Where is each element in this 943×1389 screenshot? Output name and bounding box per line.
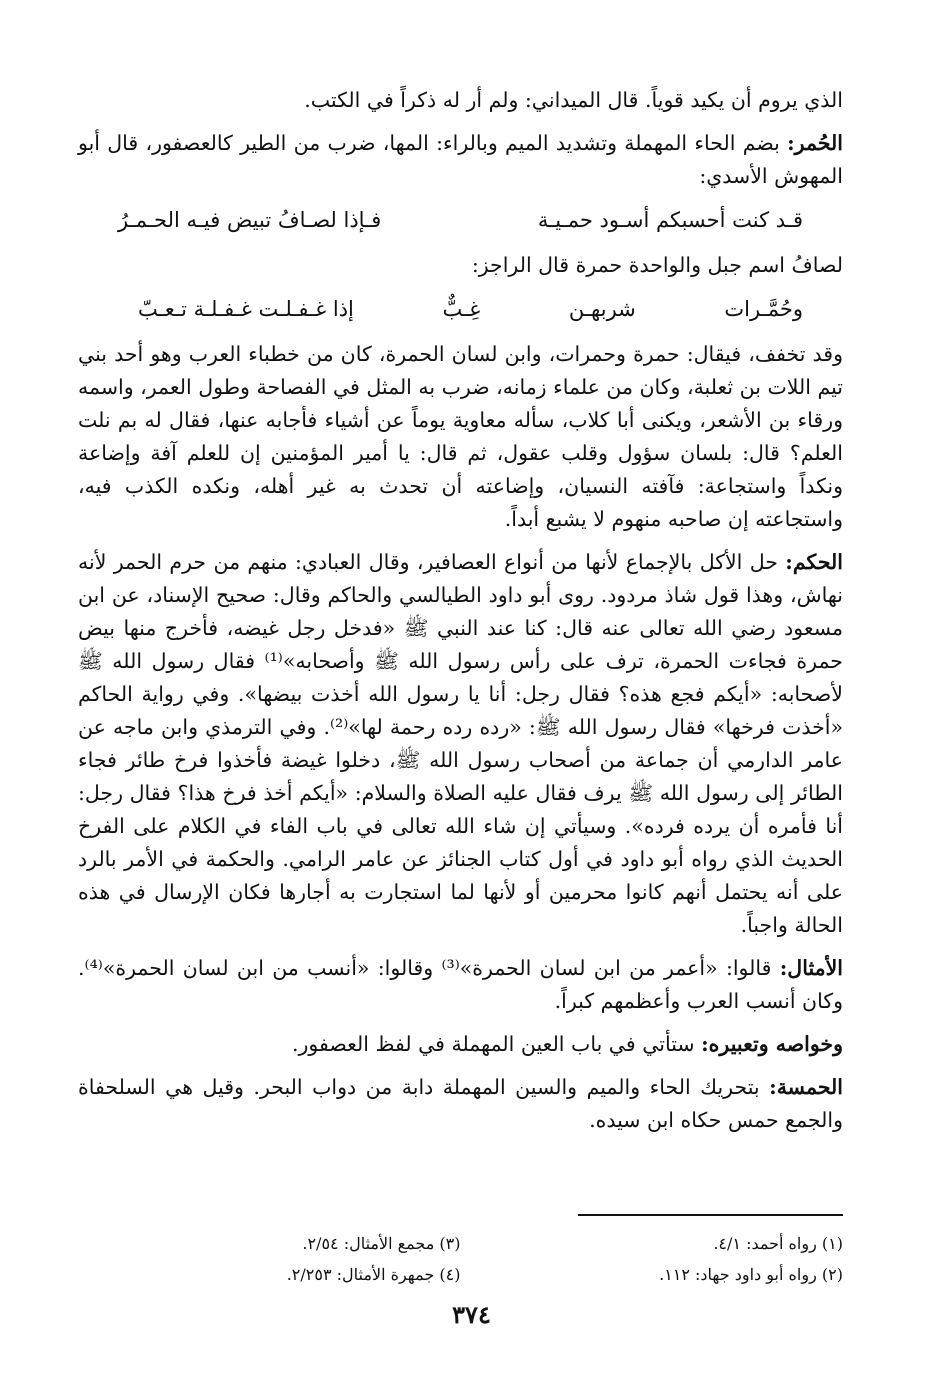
- footnote-3: (٣) مجمع الأمثال: ٢/٥٤.: [302, 1234, 461, 1253]
- verse-hemistich-left: فـإذا لصـافُ تبيض فيـه الحـمـرُ: [118, 208, 382, 232]
- verse-word: وحُمَّـرات: [724, 297, 803, 321]
- verse-word: إذا غـفـلـت غـفـلـة تـعـبّ: [138, 297, 354, 321]
- footnote-2: (٢) رواه أبو داود جهاد: ١١٢.: [659, 1265, 843, 1284]
- verse-word: شربهـن: [568, 297, 636, 321]
- paragraph-text: قالوا: «أعمر من ابن لسان الحمرة»⁽³⁾ وقالوا: «أنسب من ابن لسان الحمرة»⁽⁴⁾. وكان أنسب العرب وأعظمهم كبراً.: [78, 956, 843, 1013]
- verse-line-1: [78, 203, 843, 237]
- page-number: ٣٧٤: [452, 1300, 491, 1329]
- footnote-divider: [578, 1214, 843, 1216]
- footnote-1: (١) رواه أحمد: ٤/١.: [713, 1234, 843, 1253]
- paragraph-head: الحمسة:: [769, 1075, 843, 1099]
- paragraph-head: الحكم:: [785, 550, 843, 574]
- paragraph-ibn-lisan: [78, 338, 843, 536]
- verse-line-2: [78, 292, 843, 326]
- verse-hemistich-right: قـد كنت أحسبكم أسـود حمـيـة: [537, 208, 803, 232]
- paragraph-text: حل الأكل بالإجماع لأنها من أنواع العصافير، وقال العبادي: منهم من حرم الحمر لأنه نهاش، وهذا قول شاذ مردود. روى أبو داود الطيالسي والحاكم وقال: صحيح الإسناد، عن ابن مسعود رضي الله تعالى عنه قال: كنا عند النبي ﷺ «فدخل رجل غيضه، فأخرج منها بيض حمرة فجاءت الحمرة، ترف على رأس رسول الله ﷺ وأصحابه»⁽¹⁾ فقال رسول الله ﷺ لأصحابه: «أيكم فجع هذه؟ فقال رجل: أنا يا رسول الله أخذت بيضها». وفي رواية الحاكم «أخذت فرخها» فقال رسول الله ﷺ: «رده رده رحمة لها»⁽²⁾. وفي الترمذي وابن ماجه عن عامر الدارمي أن جماعة من أصحاب رسول الله ﷺ، دخلوا غيضة فأخذوا فرخ طائر فجاء الطائر إلى رسول الله ﷺ يرف فقال عليه الصلاة والسلام: «أيكم أخذ فرخ هذا؟ فقال رجل: أنا فأمره أن يرده فرده». وسيأتي إن شاء الله تعالى في باب الفاء في الكلام على الفرخ الحديث الذي رواه أبو داود في أول كتاب الجنائز عن عامر الرامي. والحكمة في الأمر بالرد على أنه يحتمل أنهم كانوا محرمين أو لأنها لما استجارت به أجارها فكان الإرسال في هذه الحالة واجباً.: [78, 550, 843, 937]
- paragraph-amthal: [78, 952, 843, 1018]
- verse-word: غِـبٌّ: [442, 297, 481, 321]
- paragraph-text: وقد تخفف، فيقال: حمرة وحمرات، وابن لسان الحمرة، كان من خطباء العرب وهو أحد بني تيم اللات بن ثعلبة، وكان من علماء زمانه، ضرب به المثل في الفصاحة وطول العمر، واسمه ورقاء بن الأشعر، ويكنى أبا كلاب، سأله معاوية يوماً عن أشياء فأجابه عنها، فقال له بم نلت العلم؟ قال: بلسان سؤول وقلب عقول، ثم قال: يا أمير المؤمنين إن للعلم آفة وإضاعة ونكداً واستجاعة: فآفته النسيان، وإضاعته أن تحدث به غير أهله، ونكده الكذب فيه، واستجاعته إن صاحبه منهوم لا يشبع أبداً.: [77, 342, 843, 531]
- paragraph-text: بضم الحاء المهملة وتشديد الميم وبالراء: المها، ضرب من الطير كالعصفور، قال أبو المهوش الأسدي:: [78, 131, 843, 188]
- paragraph-text: لصافُ اسم جبل والواحدة حمرة قال الراجز:: [471, 253, 843, 277]
- paragraph-text: بتحريك الحاء والميم والسين المهملة دابة من دواب البحر. وقيل هي السلحفاة والجمع حمس حكاه ابن سيده.: [78, 1075, 843, 1132]
- paragraph-humar: [78, 127, 843, 193]
- paragraph-head: الأمثال:: [779, 956, 843, 980]
- paragraph-text: ستأتي في باب العين المهملة في لفظ العصفور.: [292, 1032, 702, 1056]
- footnotes: [78, 1228, 843, 1290]
- paragraph-khawas: [78, 1028, 843, 1061]
- footnote-4: (٤) جمهرة الأمثال: ٢/٢٥٣.: [286, 1265, 461, 1284]
- paragraph-lisaf: [78, 249, 843, 282]
- paragraph-head: وخواصه وتعبيره:: [701, 1032, 843, 1056]
- paragraph-text: الذي يروم أن يكيد قوياً. قال الميداني: ولم أر له ذكراً في الكتب.: [304, 88, 843, 112]
- paragraph-intro: [78, 84, 843, 117]
- paragraph-hamsa: [78, 1071, 843, 1137]
- paragraph-head: الحُمر:: [787, 131, 843, 155]
- paragraph-hukm: [78, 546, 843, 942]
